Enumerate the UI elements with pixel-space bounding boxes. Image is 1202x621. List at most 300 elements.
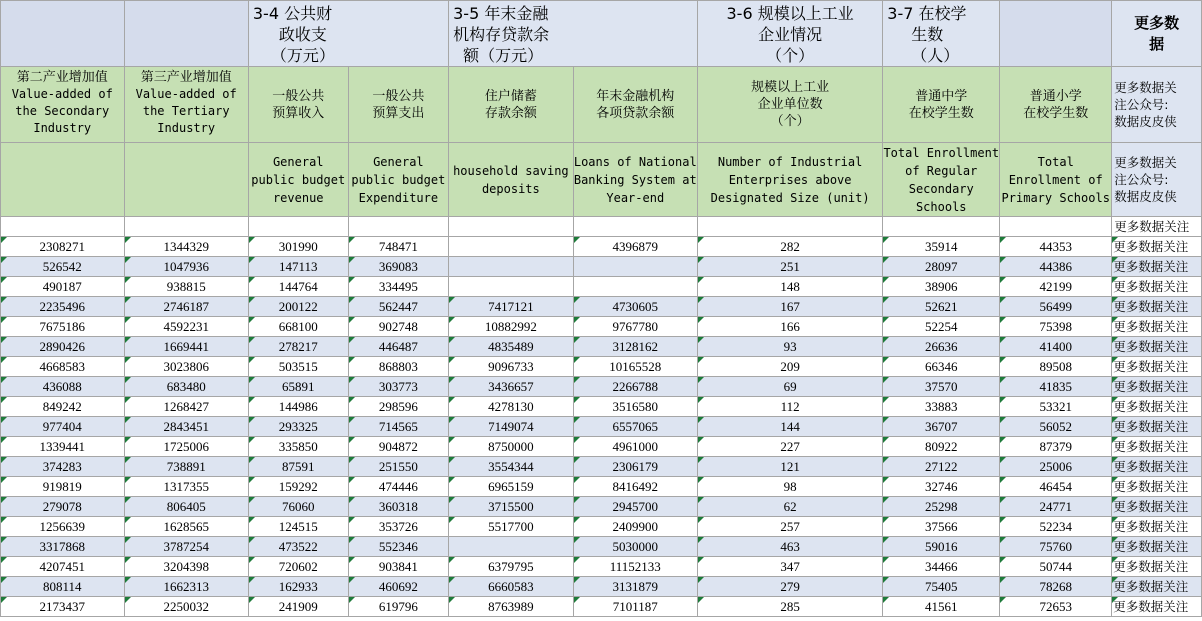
cell-enterprises[interactable] [697,297,882,317]
cell-value: 683480 [166,379,206,394]
cell-tertiary[interactable] [124,557,248,577]
error-indicator-icon [1,277,7,283]
column-header-cn-secondary[interactable] [1,67,125,143]
cell-savings[interactable] [449,417,574,437]
cell-value: 1317355 [163,479,209,494]
cell-value: 227 [780,439,800,454]
cell-budget_rev[interactable] [248,337,348,357]
error-indicator-icon [883,377,889,383]
cell-value: 278217 [278,339,318,354]
cell-value: 36707 [925,419,958,434]
cell-secondary[interactable] [1,577,125,597]
group-header-industry[interactable] [697,1,882,67]
cell-secondary_school[interactable] [883,457,1000,477]
cell-budget_rev[interactable] [248,277,348,297]
column-header-en-secondary[interactable] [1,143,125,217]
table-row [1,357,1202,377]
cell-savings[interactable] [449,377,574,397]
column-header-cn-loans[interactable] [573,67,697,143]
blank-cell[interactable] [883,217,1000,237]
error-indicator-icon [125,537,131,543]
cell-secondary[interactable] [1,297,125,317]
cell-enterprises[interactable] [697,317,882,337]
cell-value: 503515 [278,359,318,374]
error-indicator-icon [125,297,131,303]
error-indicator-icon [249,237,255,243]
cell-value: 335850 [278,439,318,454]
more-data-cell[interactable] [1112,517,1202,537]
cell-secondary_school[interactable] [883,577,1000,597]
cell-primary_school[interactable] [1000,397,1112,417]
cell-secondary_school[interactable] [883,557,1000,577]
cell-primary_school[interactable] [1000,497,1112,517]
cell-primary_school[interactable] [1000,517,1112,537]
cell-value: 6557065 [612,419,659,434]
header-line-en: Number of Industrial [717,154,863,169]
cell-savings[interactable] [449,277,574,297]
cell-secondary_school[interactable] [883,337,1000,357]
header-blank-cell[interactable] [1000,1,1112,67]
cell-enterprises[interactable] [697,597,882,617]
cell-budget_rev[interactable] [248,537,348,557]
cell-primary_school[interactable] [1000,357,1112,377]
cell-secondary[interactable] [1,397,125,417]
error-indicator-icon [449,357,455,363]
blank-cell[interactable] [248,217,348,237]
cell-primary_school[interactable] [1000,277,1112,297]
more-data-cell[interactable] [1112,577,1202,597]
blank-cell[interactable] [697,217,882,237]
cell-budget_exp[interactable] [348,557,448,577]
cell-secondary[interactable] [1,237,125,257]
cell-secondary[interactable] [1,317,125,337]
cell-primary_school[interactable] [1000,337,1112,357]
cell-value: 53321 [1039,399,1072,414]
cell-tertiary[interactable] [124,337,248,357]
error-indicator-icon [698,357,704,363]
cell-tertiary[interactable] [124,597,248,617]
column-header-cn-savings[interactable] [449,67,574,143]
group-line: （个） [766,45,815,65]
cell-tertiary[interactable] [124,497,248,517]
more-data-cell[interactable] [1112,257,1202,277]
cell-secondary[interactable] [1,597,125,617]
cell-savings[interactable] [449,597,574,617]
cell-primary_school[interactable] [1000,437,1112,457]
cell-value: 720602 [278,559,318,574]
cell-primary_school[interactable] [1000,537,1112,557]
cell-loans[interactable] [573,477,697,497]
header-blank-cell[interactable] [1,1,125,67]
cell-primary_school[interactable] [1000,477,1112,497]
group-header-finance[interactable] [449,1,698,67]
cell-enterprises[interactable] [697,577,882,597]
cell-enterprises[interactable] [697,517,882,537]
cell-budget_exp[interactable] [348,357,448,377]
group-header-students[interactable] [883,1,1000,67]
error-indicator-icon [1000,417,1006,423]
column-header-cn-primary_school[interactable] [1000,67,1112,143]
cell-budget_rev[interactable] [248,417,348,437]
table-row [1,417,1202,437]
cell-value: 904872 [378,439,418,454]
cell-savings[interactable] [449,237,574,257]
cell-secondary_school[interactable] [883,357,1000,377]
cell-budget_rev[interactable] [248,317,348,337]
more-data-cell[interactable] [1112,477,1202,497]
cell-enterprises[interactable] [697,537,882,557]
cell-budget_rev[interactable] [248,517,348,537]
more-data-cell[interactable] [1112,417,1202,437]
error-indicator-icon [883,337,889,343]
cell-value: 748471 [378,239,418,254]
cell-savings[interactable] [449,357,574,377]
error-indicator-icon [1,597,7,603]
cell-enterprises[interactable] [697,237,882,257]
cell-value: 34466 [925,559,958,574]
more-data-cell[interactable] [1112,297,1202,317]
cell-budget_rev[interactable] [248,397,348,417]
more-data-cell[interactable] [1112,397,1202,417]
more-data-cell[interactable] [1112,337,1202,357]
cell-tertiary[interactable] [124,577,248,597]
cell-savings[interactable] [449,557,574,577]
cell-budget_exp[interactable] [348,477,448,497]
cell-loans[interactable] [573,537,697,557]
cell-value: 52254 [925,319,958,334]
cell-loans[interactable] [573,237,697,257]
cell-enterprises[interactable] [697,337,882,357]
cell-value: 301990 [278,239,318,254]
cell-primary_school[interactable] [1000,297,1112,317]
cell-primary_school[interactable] [1000,377,1112,397]
cell-budget_exp[interactable] [348,437,448,457]
more-header-cn[interactable] [1112,67,1202,143]
cell-enterprises[interactable] [697,497,882,517]
cell-budget_rev[interactable] [248,437,348,457]
cell-budget_exp[interactable] [348,577,448,597]
cell-secondary_school[interactable] [883,477,1000,497]
cell-secondary[interactable] [1,517,125,537]
more-data-cell[interactable] [1112,537,1202,557]
more-data-cell[interactable] [1112,237,1202,257]
cell-value: 50744 [1039,559,1072,574]
error-indicator-icon [698,337,704,343]
cell-tertiary[interactable] [124,257,248,277]
cell-value: 209 [780,359,800,374]
column-header-cn-secondary_school[interactable] [883,67,1000,143]
cell-budget_rev[interactable] [248,577,348,597]
cell-value: 4668583 [39,359,86,374]
cell-tertiary[interactable] [124,237,248,257]
cell-enterprises[interactable] [697,417,882,437]
cell-budget_exp[interactable] [348,377,448,397]
cell-budget_exp[interactable] [348,257,448,277]
cell-savings[interactable] [449,297,574,317]
more-data-cell[interactable] [1112,277,1202,297]
blank-cell[interactable] [1000,217,1112,237]
cell-tertiary[interactable] [124,457,248,477]
cell-budget_rev[interactable] [248,557,348,577]
cell-tertiary[interactable] [124,477,248,497]
cell-enterprises[interactable] [697,457,882,477]
error-indicator-icon [249,257,255,263]
error-indicator-icon [574,397,580,403]
cell-savings[interactable] [449,497,574,517]
column-header-cn-tertiary[interactable] [124,67,248,143]
more-data-cell[interactable] [1112,437,1202,457]
column-header-en-primary_school[interactable] [1000,143,1112,217]
cell-secondary_school[interactable] [883,317,1000,337]
cell-loans[interactable] [573,337,697,357]
cell-secondary_school[interactable] [883,257,1000,277]
cell-tertiary[interactable] [124,437,248,457]
cell-loans[interactable] [573,257,697,277]
cell-value: 9767780 [612,319,659,334]
cell-value: 162933 [278,579,318,594]
cell-primary_school[interactable] [1000,577,1112,597]
column-header-cn-enterprises[interactable] [697,67,882,143]
cell-enterprises[interactable] [697,257,882,277]
cell-savings[interactable] [449,337,574,357]
cell-savings[interactable] [449,537,574,557]
more-data-cell[interactable] [1112,597,1202,617]
cell-tertiary[interactable] [124,277,248,297]
cell-loans[interactable] [573,517,697,537]
cell-secondary[interactable] [1,437,125,457]
cell-secondary_school[interactable] [883,277,1000,297]
cell-tertiary[interactable] [124,317,248,337]
cell-savings[interactable] [449,477,574,497]
cell-enterprises[interactable] [697,357,882,377]
more-data-cell[interactable]: 更多数据关注 [1112,217,1202,237]
cell-budget_exp[interactable] [348,497,448,517]
cell-loans[interactable] [573,297,697,317]
error-indicator-icon [449,597,455,603]
column-header-en-budget_exp[interactable] [348,143,448,217]
cell-savings[interactable] [449,457,574,477]
error-indicator-icon [349,317,355,323]
group-header-more[interactable] [1112,1,1202,67]
cell-loans[interactable] [573,437,697,457]
cell-savings[interactable] [449,577,574,597]
cell-primary_school[interactable] [1000,457,1112,477]
cell-secondary_school[interactable] [883,397,1000,417]
more-data-cell[interactable] [1112,377,1202,397]
cell-secondary_school[interactable] [883,417,1000,437]
column-header-en-savings[interactable] [449,143,574,217]
cell-value: 241909 [278,599,318,614]
error-indicator-icon [1,497,7,503]
error-indicator-icon [1112,457,1118,463]
more-data-text: 更多数据关注 [1113,419,1189,434]
cell-primary_school[interactable] [1000,417,1112,437]
cell-budget_exp[interactable] [348,537,448,557]
cell-value: 446487 [378,339,418,354]
cell-budget_rev[interactable] [248,237,348,257]
header-line-en: Total [1037,154,1074,169]
cell-secondary_school[interactable] [883,237,1000,257]
cell-loans[interactable] [573,577,697,597]
error-indicator-icon [125,237,131,243]
table-row [1,537,1202,557]
cell-budget_rev[interactable] [248,497,348,517]
error-indicator-icon [574,577,580,583]
cell-budget_exp[interactable] [348,317,448,337]
error-indicator-icon [1,257,7,263]
cell-loans[interactable] [573,457,697,477]
error-indicator-icon [125,277,131,283]
table-row [1,297,1202,317]
group-header-fiscal[interactable] [248,1,448,67]
cell-savings[interactable] [449,437,574,457]
cell-loans[interactable] [573,317,697,337]
cell-budget_exp[interactable] [348,297,448,317]
cell-primary_school[interactable] [1000,237,1112,257]
more-data-cell[interactable] [1112,457,1202,477]
cell-budget_exp[interactable] [348,517,448,537]
cell-secondary[interactable] [1,457,125,477]
more-data-cell[interactable] [1112,557,1202,577]
cell-secondary_school[interactable] [883,497,1000,517]
cell-secondary[interactable] [1,417,125,437]
cell-savings[interactable] [449,397,574,417]
cell-value: 148 [780,279,800,294]
column-header-cn-budget_rev[interactable] [248,67,348,143]
cell-secondary[interactable] [1,357,125,377]
blank-cell[interactable] [573,217,697,237]
blank-cell[interactable] [1,217,125,237]
cell-value: 80922 [925,439,958,454]
cell-loans[interactable] [573,557,697,577]
cell-loans[interactable] [573,497,697,517]
cell-loans[interactable] [573,377,697,397]
cell-value: 167 [780,299,800,314]
cell-budget_exp[interactable] [348,457,448,477]
cell-loans[interactable] [573,277,697,297]
cell-loans[interactable] [573,397,697,417]
cell-secondary_school[interactable] [883,597,1000,617]
cell-secondary[interactable] [1,377,125,397]
cell-tertiary[interactable] [124,377,248,397]
cell-budget_exp[interactable] [348,597,448,617]
cell-secondary[interactable] [1,337,125,357]
cell-budget_rev[interactable] [248,257,348,277]
cell-tertiary[interactable] [124,517,248,537]
cell-secondary[interactable] [1,257,125,277]
cell-budget_exp[interactable] [348,277,448,297]
cell-enterprises[interactable] [697,557,882,577]
cell-value: 26636 [925,339,958,354]
error-indicator-icon [698,417,704,423]
cell-enterprises[interactable] [697,437,882,457]
cell-budget_rev[interactable] [248,357,348,377]
cell-savings[interactable] [449,257,574,277]
error-indicator-icon [449,317,455,323]
cell-primary_school[interactable] [1000,317,1112,337]
header-blank-cell[interactable] [124,1,248,67]
cell-secondary_school[interactable] [883,377,1000,397]
cell-tertiary[interactable] [124,357,248,377]
more-data-cell[interactable] [1112,357,1202,377]
column-header-en-enterprises[interactable] [697,143,882,217]
cell-budget_rev[interactable] [248,477,348,497]
cell-secondary[interactable] [1,497,125,517]
more-data-text: 更多数据关注 [1113,259,1189,274]
cell-value: 3128162 [612,339,659,354]
cell-secondary[interactable] [1,477,125,497]
cell-value: 37566 [925,519,958,534]
cell-savings[interactable] [449,317,574,337]
cell-loans[interactable] [573,417,697,437]
cell-primary_school[interactable] [1000,597,1112,617]
cell-secondary_school[interactable] [883,437,1000,457]
cell-budget_rev[interactable] [248,597,348,617]
blank-cell[interactable] [449,217,574,237]
cell-value: 52621 [925,299,958,314]
header-line: 各项贷款余额 [596,105,675,121]
cell-budget_exp[interactable] [348,237,448,257]
column-header-en-budget_rev[interactable] [248,143,348,217]
cell-secondary_school[interactable] [883,537,1000,557]
more-data-cell[interactable] [1112,497,1202,517]
cell-enterprises[interactable] [697,277,882,297]
column-header-cn-budget_exp[interactable] [348,67,448,143]
header-line: 注公众号: [1114,97,1169,112]
cell-primary_school[interactable] [1000,557,1112,577]
cell-budget_exp[interactable] [348,417,448,437]
cell-budget_exp[interactable] [348,397,448,417]
cell-tertiary[interactable] [124,297,248,317]
cell-primary_school[interactable] [1000,257,1112,277]
cell-value: 8750000 [488,439,534,454]
header-line-en: Primary Schools [1001,190,1110,205]
cell-secondary[interactable] [1,537,125,557]
error-indicator-icon [1,517,7,523]
cell-loans[interactable] [573,597,697,617]
cell-secondary[interactable] [1,557,125,577]
more-header-en[interactable] [1112,143,1202,217]
cell-secondary_school[interactable] [883,517,1000,537]
blank-cell[interactable] [124,217,248,237]
header-line: 数据皮皮侠 [1114,189,1177,204]
cell-value: 98 [783,479,797,494]
cell-budget_rev[interactable] [248,457,348,477]
column-header-en-tertiary[interactable] [124,143,248,217]
cell-enterprises[interactable] [697,477,882,497]
cell-enterprises[interactable] [697,377,882,397]
cell-savings[interactable] [449,517,574,537]
cell-value: 3023806 [163,359,209,374]
blank-cell[interactable] [348,217,448,237]
cell-budget_exp[interactable] [348,337,448,357]
cell-tertiary[interactable] [124,397,248,417]
cell-budget_rev[interactable] [248,297,348,317]
cell-budget_rev[interactable] [248,377,348,397]
cell-secondary[interactable] [1,277,125,297]
error-indicator-icon [574,597,580,603]
column-header-en-loans[interactable] [573,143,697,217]
cell-enterprises[interactable] [697,397,882,417]
cell-tertiary[interactable] [124,537,248,557]
more-data-cell[interactable] [1112,317,1202,337]
column-header-en-secondary_school[interactable] [883,143,1000,217]
cell-tertiary[interactable] [124,417,248,437]
error-indicator-icon [698,257,704,263]
cell-value: 5030000 [612,539,659,554]
cell-loans[interactable] [573,357,697,377]
cell-secondary_school[interactable] [883,297,1000,317]
